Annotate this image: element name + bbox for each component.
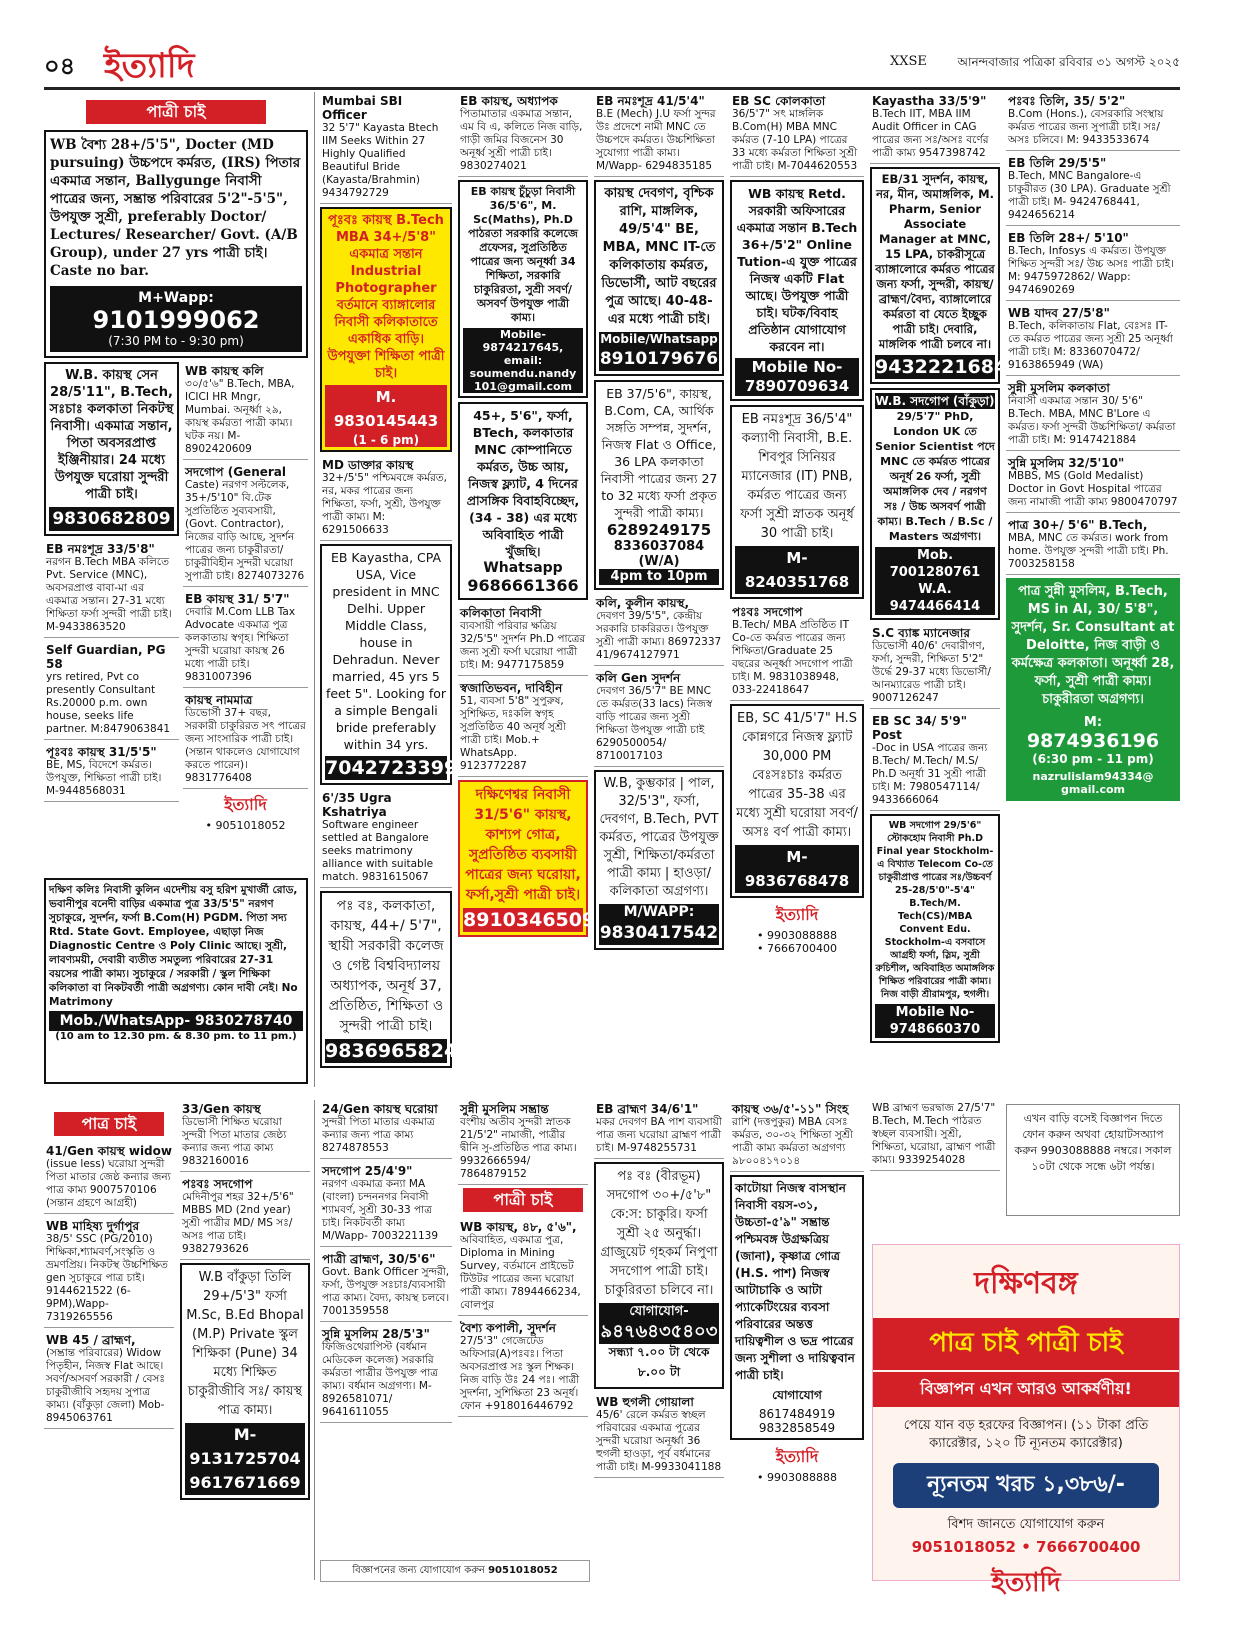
ad-chinsurah bbox=[458, 180, 588, 398]
col-5 bbox=[594, 92, 724, 1087]
header-rule bbox=[44, 87, 1180, 90]
ad-label: Whatsapp bbox=[483, 560, 563, 576]
ad-phone: 8910179676 bbox=[599, 349, 719, 369]
ad-c5-3 bbox=[594, 669, 724, 767]
ad-text: W.B বাঁকুড়া তিলি 29+/5'3" ফর্সা M.Sc, B.Ed Bhopal (M.P) Private স্কুল শিক্ষিকা (Pune) 34 মধ্যে শিক্ষিত চাকুরীজীবি সঃ/ কায়স্থ পাত্র কাম্য। bbox=[186, 1270, 304, 1418]
col-6 bbox=[730, 92, 864, 1087]
ad-title: WB মাহিষ্য দুর্গাপুর bbox=[46, 1219, 140, 1233]
ad-c6-2 bbox=[730, 603, 864, 701]
ad-home-booking bbox=[1006, 1104, 1180, 1216]
ad-title: WB যাদব 27/5'8" bbox=[1008, 306, 1110, 320]
ad-phone: 7042723399 bbox=[325, 757, 458, 779]
itadi-phone: • 9051018052 bbox=[205, 819, 286, 832]
ad-title: Mumbai SBI Officer bbox=[322, 94, 403, 122]
ad-text: B.Tech, কলিকাতায় Flat, বেঃসঃ IT-তে কর্মরত পাত্রের জন্য সুশ্রী 25 অনূর্ধ্বা পাত্রী চাই। M: 8336070472/ 9163865949 (WA) bbox=[1008, 320, 1173, 371]
ad-phone: Mobile No-9748660370 bbox=[875, 1004, 995, 1038]
ad-text: B.Com (Hons.), বেসরকারি সংস্থায় কর্মরত পাত্রের জন্য সুপাত্রী চাই। সঃ/ অসঃ চলিবে। M: 9433533674 bbox=[1008, 108, 1164, 146]
itadi-phone: • 9903088888 bbox=[757, 1471, 837, 1484]
ad-text: এখন বাড়ি বসেই বিজ্ঞাপন দিতে ফোন করুন অথবা হোয়াটসঅ্যাপ করুন 9903088888 নম্বরে। সকাল ১০টা থেকে সন্ধে ৬টা পর্যন্ত। bbox=[1014, 1112, 1172, 1173]
ad-cpa-usa bbox=[320, 544, 458, 785]
ad-1 bbox=[44, 540, 179, 638]
ad-c4-1 bbox=[458, 92, 588, 177]
ad-b2-2 bbox=[180, 1175, 310, 1260]
col-b3 bbox=[320, 1100, 452, 1582]
itadi-logo: ইত্যাদি bbox=[991, 1568, 1061, 1598]
itadi-contact-logo: ইত্যাদি bbox=[775, 1447, 819, 1466]
ad-phone: 9830682809 bbox=[49, 507, 174, 531]
ad-title: সুন্নী মুসলিম সম্ভ্রান্ত bbox=[460, 1102, 549, 1116]
ad-c3-2 bbox=[320, 456, 452, 541]
ad-time: সন্ধ্যা ৭.০০ টা থেকে ৮.০০ টা bbox=[608, 1345, 710, 1379]
ad-text: yrs retired, Pvt co presently Consultant Rs.20000 p.m. own house, seeks life partner. M:8479063841 bbox=[46, 671, 171, 735]
col-b5 bbox=[594, 1100, 724, 1582]
ad-title: WB কায়স্থ কলি bbox=[185, 364, 264, 378]
ad-time: 4pm to 10pm bbox=[599, 569, 719, 585]
ad-c5-1 bbox=[594, 92, 724, 177]
ad-b3-4 bbox=[320, 1325, 452, 1423]
ad-email: nazrulislam94334@ gmail.com bbox=[1032, 770, 1154, 796]
ad-text: WB সদগোপ 29/5'6" স্টোকহোম নিবাসী Ph.D Final year Stockholm-এ বিখ্যাত Telecom Co-তে চাকুরীপ্রাপ্ত পাত্রের সঃ/উচ্চবর্ণ 25-28/5'0"-5'4" B.Tech/M. Tech(CS)/MBA Convent Edu. Stockholm-এ বসবাসে আগ্রহী ফর্সা, স্লিম, সুশ্রী রুচিশীল, অবিবাহিত অমাঙ্গলিক শিক্ষিত পরিবারের পাত্রী কাম্য। নিজ বাড়ী শ্রীরামপুর, হুগলী। bbox=[875, 820, 995, 1000]
ad-text: W.B, কুম্ভকার | পাল, 32/5'3", ফর্সা, দেবগণ, B.Tech, PVT কর্মরত, পাত্রের উপযুক্ত সুশ্রী, শিক্ষিতা/কর্মরতা পাত্রী কাম্য | হাওড়া/কলিকাতা অগ্রগণ্য। bbox=[599, 776, 719, 899]
ad-c7-3 bbox=[870, 712, 1000, 811]
ad-title: EB নমঃশূদ্র 41/5'4" bbox=[596, 94, 705, 108]
ad-phone: ৯৪৭৬৪৩৫৪০৩ bbox=[600, 1321, 718, 1342]
ad-phone: M-9836768478 bbox=[735, 845, 859, 893]
ad-text: কায়স্থ দেবগণ, বৃশ্চিক রাশি, মাঙ্গলিক, 49/5'4" BE, MBA, MNC IT-তে কলিকাতায় কর্মরত, ডিভোর্সী, আট বছরের পুত্র আছে। 40-48-এর মধ্যে পাত্রী চাই। bbox=[601, 186, 717, 327]
ad-title: S.C ব্যাঙ্ক ম্যানেজার bbox=[872, 626, 970, 640]
ad-text: পিতামাতার একমাত্র সন্তান, এম বি এ, কলিতে নিজ বাড়ি, গাড়ী জমির বিজনেস 30 অনূর্ধ্ব সুশ্রী পাত্রী চাই। 9830274021 bbox=[460, 108, 583, 172]
edition-code: XXSE bbox=[890, 54, 927, 69]
ad-b3-3 bbox=[320, 1250, 452, 1322]
ad-title: কায়স্থ নামমাত্র bbox=[185, 693, 253, 707]
ad-ca-37 bbox=[594, 380, 724, 590]
ad-text: 32+/5'5" পশ্চিমবঙ্গে কর্মরত, নর, মকর পাত্রের জন্য শিক্ষিতা, ফর্সা, সুশ্রী, উপযুক্ত পাত্রী কাম্য। M: 6291506633 bbox=[322, 472, 447, 536]
ad-birbhum bbox=[594, 1162, 724, 1389]
col-1-left bbox=[44, 362, 179, 832]
ad-stockholm bbox=[870, 814, 1000, 1043]
ad-title: EB তিলি 29/5'5" bbox=[1008, 156, 1107, 170]
ad-contact-footer bbox=[320, 1560, 590, 1582]
ad-phone-2: 9617671669 bbox=[185, 1471, 305, 1495]
ad-c2-1 bbox=[183, 362, 308, 460]
ad-label: Mobile/Whatsapp bbox=[600, 332, 718, 346]
ad-title: EB ব্রাহ্মণ 34/6'1" bbox=[596, 1102, 699, 1116]
itadi-contact-logo: ইত্যাদি bbox=[775, 905, 819, 924]
ad-text: 29/5'7" PhD, London UK তে Senior Scientist পদে MNC তে কর্মরত পাত্রের অনূর্ধ 26 ফর্সা, সুশ্রী অমাঙ্গলিক দেব / নরগণ সঃ / উচ্চ অসবর্ণ পাত্রী কাম্য। B.Tech / B.Sc / Masters অগ্রগণ্য। bbox=[875, 410, 995, 543]
ad-time: (6:30 pm - 11 pm) bbox=[1032, 752, 1154, 766]
ad-text: (সম্ভ্রান্ত পরিবারের) Widow পিতৃহীন, নিজস্ব Flat আছে। সবর্ণ/অসবর্ণ সরকারী / বেসঃ চাকুরীজীবি সহৃদয় সুপাত্র কাম্য। (বাঁকুড়া জেলা) Mob- 8945063761 bbox=[46, 1347, 165, 1424]
issue-date: আনন্দবাজার পত্রিকা রবিবার ৩১ অগস্ট ২০২৫ bbox=[957, 55, 1180, 69]
ad-title: EB SC কোলকাতা bbox=[732, 94, 826, 108]
ad-label: M+Wapp: bbox=[138, 290, 214, 306]
ad-title: কলি Gen সুদর্শন bbox=[596, 671, 681, 685]
ad-deloitte bbox=[1006, 578, 1180, 801]
ad-online-tution bbox=[730, 180, 864, 401]
ad-c2-2 bbox=[183, 463, 308, 587]
ad-c8-7 bbox=[1006, 516, 1180, 575]
ad-title: পঃবঃ তিলি, 35/ 5'2" bbox=[1008, 94, 1126, 108]
ad-title: সদগোপ 25/4'9" bbox=[322, 1164, 413, 1178]
ad-phone: 9874936196 bbox=[1026, 730, 1160, 752]
ad-b1-3 bbox=[44, 1331, 174, 1429]
ad-text: EB 37/5'6", কায়স্থ, B.Com, CA, আর্থিক সঙ্গতি সম্পন্ন, সুদর্শন, নিজস্ব Flat ও Office, 36 LPA কলকাতা নিবাসী পাত্রের জন্য 27 to 32 মধ্যে ফর্সা প্রকৃত সুন্দরী পাত্রী কাম্য। bbox=[600, 386, 718, 520]
ad-text: ৩০/৫'৬" B.Tech, MBA, ICICI HR Mngr, Mumbai. অনূর্ধ্বা ২৯, কায়স্থ কর্মরতা পাত্রী কাম্য। ঘটক নয়। M-8902420609 bbox=[185, 378, 295, 455]
ad-title: সুন্নী মুসলিম কলকাতা bbox=[1008, 381, 1110, 395]
ad-dakshineswar bbox=[458, 780, 596, 937]
ad-title: Self Guardian, PG 58 bbox=[46, 643, 166, 671]
ad-title: EB কায়স্থ, অধ্যাপক bbox=[460, 94, 558, 108]
footer-label: বিজ্ঞাপনের জন্য যোগাযোগ করুন bbox=[352, 1565, 485, 1576]
col-b7 bbox=[870, 1100, 1000, 1230]
ad-title: EB নমঃশূদ্র 33/5'8" bbox=[46, 542, 155, 556]
ad-title: WB 45 / ব্রাহ্মণ, bbox=[46, 1333, 136, 1347]
ad-b1-2 bbox=[44, 1217, 174, 1328]
ad-phone: 9432221684 bbox=[875, 356, 1008, 378]
ad-text: ডিভোর্সী 37+ বছর, সরকারী চাকুরিরত সৎ পাত্রের জন্য সাংসারিক পাত্রী চাই। (সন্তান থাকলেও যোগাযোগ করতে পারেন)। 9831776408 bbox=[185, 707, 306, 784]
ad-phone: M. 9830145443 bbox=[325, 385, 447, 433]
dakshinbanga-promo bbox=[872, 1244, 1180, 1598]
ad-text: EB নমঃশূদ্র 36/5'4" কল্যাণী নিবাসী, B.E. শিবপুর সিনিয়র ম্যানেজার (IT) PNB, কর্মরত পাত্রের জন্য ফর্সা সুশ্রী স্নাতক অনূর্ধ 30 পাত্রী চাই। bbox=[740, 412, 854, 541]
ad-phone: Mob./WhatsApp- 9830278740 bbox=[49, 1011, 303, 1031]
ad-title: W.B. সদগোপ (বাঁকুড়া) bbox=[875, 394, 995, 408]
ad-phone: 6289249175 bbox=[606, 521, 712, 539]
section-patra-chai: পাত্র চাই bbox=[54, 1112, 164, 1136]
ad-title: পাত্রী ব্রাহ্মণ, 30/5'6" bbox=[322, 1252, 436, 1266]
ad-title: পাত্র 30+/ 5'6" B.Tech, bbox=[1008, 518, 1148, 532]
ad-text: অবিবাহিত, একমাত্র পুত্র, Diploma in Mining Survey, বর্তমানে প্রাইভেট টিউটর পাত্রের জন্য ঘরোয়া পাত্রী কাম্য। 7894466234, বোলপুর bbox=[460, 1234, 581, 1311]
promo-band: পাত্র চাই পাত্রী চাই bbox=[873, 1318, 1179, 1370]
ad-text: MBBS, MS (Gold Medalist) Doctor in Govt Hospital পাত্রের জন্য নামাজী পাত্রী কাম্য 9800470797 bbox=[1008, 470, 1178, 508]
ad-c8-2 bbox=[1006, 154, 1180, 226]
ad-text: পাত্র সুন্নী মুসলিম, B.Tech, MS in AI, 30/ 5'8", সুদর্শন, Sr. Consultant at Deloitte, নিজ বাড়ী ও কর্মক্ষেত্র কলকাতা। অনূর্ধ্বা 28, ফর্সা, সুশ্রী পাত্রী কাম্য। চাকুরীরতা অগ্রগণ্য। bbox=[1011, 584, 1175, 707]
ad-label: M/WAPP: bbox=[599, 904, 719, 921]
page-header bbox=[44, 42, 1180, 92]
ad-b7-1 bbox=[870, 1100, 1000, 1171]
ad-text: BE, MS, বিদেশে কর্মরত। উপযুক্ত, শিক্ষিতা পাত্রী চাই। M-9448568031 bbox=[46, 759, 162, 797]
ad-konnagar bbox=[730, 704, 864, 898]
ad-text: WB ব্রাহ্মণ ভরদ্বাজ 27/5'7" B.Tech, M.Tech পাঠরত স্বচ্ছল ব্যবসায়ী। সুশ্রী, শিক্ষিতা, ঘরোয়া, ব্রাহ্মণ পাত্রী কাম্য। 9339254028 bbox=[872, 1102, 996, 1166]
ad-kayastha-49 bbox=[594, 180, 724, 376]
ad-phone: 8617484919 bbox=[758, 1407, 836, 1421]
itadi-logo: ইত্যাদি bbox=[104, 46, 195, 86]
ad-text: দেবগণ 36/5'7" BE MNC তে কর্মরত(33 lacs) নিজস্ব বাড়ি পাত্রের জন্য সুশ্রী শিক্ষিতা উপযুক্ত পাত্রী চাই 6290500054/ 8710017103 bbox=[596, 685, 713, 762]
ad-text: EB কায়স্থ চুঁচুড়া নিবাসী 36/5'6", M. Sc(Maths), Ph.D পাঠরতা সরকারি কলেজে প্রফেসর, সুপ্রতিষ্ঠিত পাত্রের জন্য অনূর্ধ্বা 34 শিক্ষিতা, সরকারি চাকুরিরতা, সুশ্রী সবর্ণ/অসবর্ণ উপযুক্ত পাত্রী কাম্য। bbox=[468, 185, 578, 324]
ad-3 bbox=[44, 743, 179, 802]
itadi-contact-logo: ইত্যাদি bbox=[224, 795, 267, 814]
ad-c2-3 bbox=[183, 590, 308, 688]
ad-phone: Mobile-9874217645, email: soumendu.nandy 101@gmail.com bbox=[463, 328, 583, 393]
ad-title: কলি, কুলীন কায়স্থ, bbox=[596, 596, 690, 610]
ad-b4-2 bbox=[458, 1218, 588, 1316]
col-2 bbox=[183, 362, 308, 832]
ad-c4-2 bbox=[458, 604, 588, 676]
col-7 bbox=[870, 92, 1008, 1087]
ad-text: পূঃবঃ কায়স্থ B.Tech MBA 34+/5'8" একমাত্র সন্তান Industrial Photographer বর্তমানে ব্যাঙ্গালোর নিবাসী কলিকাতাতে একাধিক বাড়ি। উপযুক্তা শিক্ষিতা পাত্রী চাই। bbox=[327, 213, 445, 381]
ad-kulin bbox=[44, 878, 308, 1088]
ad-text: WB কায়স্থ Retd. সরকারী অফিসারের একমাত্র সন্তান B.Tech 36+/5'2" Online Tution-এ যুক্ত পাত্রের নিজস্ব একটি Flat আছে। উপযুক্ত পাত্রী চাই। ঘটক/বিবাহ প্রতিষ্ঠান যোগাযোগ করবেন না। bbox=[736, 186, 858, 354]
ad-c8-5 bbox=[1006, 379, 1180, 451]
itadi-phone-2: • 7666700400 bbox=[757, 942, 837, 955]
column-divider bbox=[314, 1100, 315, 1580]
ad-kumbhakar bbox=[594, 770, 724, 950]
ad-2 bbox=[44, 641, 179, 740]
ad-text: Govt. Bank Officer সুন্দরী, ফর্সা, উপযুক্ত সঃচাঃ/ব্যবসায়ী পাত্র কাম্য। বৈদ্য, কায়স্থ চলবে। 7001359558 bbox=[322, 1266, 450, 1317]
ad-title: বৈশ্য কপালী, সুদর্শন bbox=[460, 1321, 556, 1335]
ad-title: 24/Gen কায়স্থ ঘরোয়া bbox=[322, 1102, 438, 1116]
page-number: ০৪ bbox=[44, 52, 76, 80]
itadi-phone-1: • 9903088888 bbox=[757, 929, 837, 942]
ad-text: সুন্দরী পিতা মাতার একমাত্র কন্যার জন্য পাত্র কাম্য 8274878553 bbox=[322, 1116, 435, 1154]
section-patri-chai: পাত্রী চাই bbox=[86, 100, 266, 124]
ad-title: 33/Gen কায়স্থ bbox=[182, 1102, 261, 1116]
ad-b5-1 bbox=[594, 1100, 724, 1159]
column-divider bbox=[314, 92, 315, 1087]
ad-b2-1 bbox=[180, 1100, 310, 1172]
ad-phone: 8910346509 bbox=[463, 909, 596, 931]
ad-time: (1 - 6 pm) bbox=[325, 433, 447, 447]
ad-title: সুন্নি মুসলিম 28/5'3" bbox=[322, 1327, 430, 1341]
ad-sen bbox=[44, 362, 179, 536]
ad-c8-4 bbox=[1006, 304, 1180, 376]
ad-title: 6'/35 Ugra Kshatriya bbox=[322, 791, 392, 819]
ad-c2-4 bbox=[183, 691, 308, 789]
ad-text: (issue less) ঘরোয়া সুন্দরী পিতা মাতার জেষ্ঠ কন্যার জন্য পাত্র কাম্য 9007570106 (সন্তান গ্রহণে আগ্রহী) bbox=[46, 1158, 171, 1209]
ad-text: B.E (Mech) J.U ফর্সা সুন্দর উঃ প্রদেশে নামী MNC তে উচ্চপদে কর্মরত। উচ্চশিক্ষিতা সুযোগ্যা পাত্রী কাম্য। M/Wapp- 6294835185 bbox=[596, 108, 716, 172]
ad-b1-1 bbox=[44, 1142, 174, 1214]
ad-phone: M- 9131725704 bbox=[185, 1423, 305, 1471]
ad-katwa bbox=[730, 1175, 864, 1440]
ad-title: পঃবঃ সদগোপ bbox=[182, 1177, 253, 1191]
ad-text: WB বৈশ্য 28+/5'5", Docter (MD pursuing) উচ্চপদে কর্মরত, (IRS) পিতার একমাত্র সন্তান, Ballygunge নিবাসী পাত্রের জন্য, সম্ভ্রান্ত পরিবারের 5'2"-5'5", উপযুক্ত সুশ্রী, preferably Doctor/ Lectures/ Researcher/ Govt. (A/B Group), under 27 yrs পাত্রী চাই। Caste no bar. bbox=[50, 137, 301, 279]
col-b2 bbox=[180, 1100, 310, 1582]
ad-bankura-tili bbox=[180, 1263, 310, 1500]
ad-text: 27/5'3" গেজেটেড অফিসার(A)পঃবঃ। পিতা অবসরপ্রাপ্ত সঃ স্কুল শিক্ষক। নিজ বাড়ি উঃ 24 পঃ। পাত্রী সুদর্শনা, সুশিক্ষিতা 23 অনূর্ধ।ফোন +918016446792 bbox=[460, 1335, 580, 1412]
ad-c3-1 bbox=[320, 92, 452, 204]
ad-phone: M- 8240351768 bbox=[735, 546, 859, 594]
ad-text: MBA, MNC তে কর্মরত। work from home. উপযুক্ত সুন্দরী পাত্রী চাই। Ph. 7003258158 bbox=[1008, 532, 1169, 570]
ad-text: EB Kayastha, CPA USA, Vice president in MNC Delhi. Upper Middle Class, house in Dehradun. Never married, 45 yrs 5 feet 5". Looking for a simple Bengali bride preferably within 34 yrs. bbox=[325, 550, 447, 752]
ad-text: 38/5' SSC (PG/2010) শিক্ষিকা,শ্যামবর্ণ,সংস্কৃতি ও ভ্রমণপ্রিয়। নিকটস্থ উচ্চশিক্ষিত gen সুচাকুরে পাত্র চাই। 9144621522 (6-9PM),Wapp-7319265556 bbox=[46, 1233, 168, 1323]
ad-text: -Doc in USA পাত্রের জন্য B.Tech/ M.Tech/ M.S/ Ph.D অনূর্ধা 31 সুশ্রী পাত্রী চাই। M: 7980547114/ 9433666064 bbox=[872, 742, 988, 806]
ad-b3-1 bbox=[320, 1100, 452, 1159]
ad-b4-3 bbox=[458, 1319, 588, 1417]
ad-pharm bbox=[870, 167, 1008, 384]
ad-title: স্বজাতিভবন, দাবিহীন bbox=[460, 681, 563, 695]
promo-min-cost: ন্যূনতম খরচ ১,৩৮৬/- bbox=[893, 1463, 1159, 1508]
ad-text: 45/6' রেলে কর্মরত স্বচ্ছল পরিবারের একমাত্র পুত্রের সুন্দরী ঘরোয়া অনূর্ধ্বা 36 হুগলী হাওড়া, পূর্ব বর্ধমানের পাত্রী চাই। M-9933041188 bbox=[596, 1409, 722, 1473]
ad-title: EB কায়স্থ 31/ 5'7" bbox=[185, 592, 290, 606]
col-b1 bbox=[44, 1112, 174, 1582]
ad-label: যোগাযোগ- bbox=[599, 1303, 719, 1320]
ad-text: দক্ষিণেশ্বর নিবাসী 31/5'6" কায়স্থ, কাশ্যপ গোত্র, সুপ্রতিষ্ঠিত ব্যবসায়ী পাত্রের জন্য ঘরোয়া, ফর্সা,সুশ্রী পাত্রী চাই। bbox=[465, 787, 581, 903]
ad-c6-1 bbox=[730, 92, 864, 177]
ad-text: Software engineer settled at Bangalore seeks matrimony alliance with suitable match. 9831615067 bbox=[322, 819, 434, 883]
ad-title: পঃবঃ সদগোপ bbox=[732, 605, 803, 619]
col-b6 bbox=[730, 1100, 864, 1582]
section-patri-chai-2: পাত্রী চাই bbox=[463, 1188, 583, 1212]
ad-title: Kayastha 33/5'9" bbox=[872, 94, 987, 108]
ad-text: পঃ বঃ, কলকাতা, কায়স্থ, 44+/ 5'7", স্থায়ী সরকারী কলেজ ও গেষ্ট বিশ্ববিদ্যালয় অধ্যাপক, অনূর্ধ 37, প্রতিষ্ঠিত, শিক্ষিতা ও সুন্দরী পাত্রী চাই। bbox=[328, 898, 444, 1034]
ad-title: WB কায়স্থ, ৪৮, ৫'৬", bbox=[460, 1220, 577, 1234]
ad-time: (7:30 PM to - 9:30 pm) bbox=[108, 334, 244, 348]
ad-phone: Mobile No-7890709634 bbox=[735, 358, 859, 396]
ad-title: কায়স্থ ৩৬/৫'-১১" সিংহ bbox=[732, 1102, 849, 1116]
ad-c7-2 bbox=[870, 624, 1000, 709]
ad-text: বংশীয় অতীব সুন্দরী স্নাতক 21/5'2" নামাজী, পাত্রীর দ্বীনি সু-প্রতিষ্ঠিত পাত্র কাম্য। 9932666594/ 7864879152 bbox=[460, 1116, 577, 1180]
ad-b5-2 bbox=[594, 1393, 724, 1478]
ad-text: 51, ব্যবসা 5'8" সুপুরুষ, সুশিক্ষিত, দঃকলি স্বগৃহ সুপ্রতিষ্ঠিত 40 অনূর্ধ সুশ্রী পাত্রী চাই। Mob.+ WhatsApp. 9123772287 bbox=[460, 695, 566, 772]
ad-title: সদগোপ (General bbox=[185, 465, 287, 479]
ad-text: পঃ বঃ (বীরভূম) সদগোপ ৩০+/৫'৮" কে:স: চাকুরি। ফর্সা সুশ্রী ২৫ অনুর্দ্ধা। গ্রাজুয়েট গৃহকর্ম নিপুণা সদগোপ পাত্রী চাই। চাকুরিরতা চলিবে না। bbox=[600, 1169, 718, 1298]
ad-title: EB SC 34/ 5'9" Post bbox=[872, 714, 968, 742]
ad-b4-1 bbox=[458, 1100, 588, 1185]
ad-text: রাশি (দত্তপুকুর) MBA বেসঃ কর্মরত, ৩০-৩২ শিক্ষিতা সুশ্রী পাত্রী কাম্য কর্মরতা অগ্রগণ্য ৯৮০০৪১৭০১৪ bbox=[732, 1116, 853, 1167]
ad-b3-2 bbox=[320, 1162, 452, 1247]
ad-time: (10 am to 12.30 pm. & 8.30 pm. to 11 pm.) bbox=[55, 1031, 297, 1042]
col-4 bbox=[458, 92, 596, 1087]
ad-docter bbox=[44, 130, 308, 358]
ad-text: ফিজিওথেরাপিস্ট (বর্ধমান মেডিকেল কলেজ) সরকারি কর্মরতা পাত্রীর উপযুক্ত পাত্র কাম্য। বর্ধমান অগ্রগণ্য। M-8926581071/ 9641611055 bbox=[322, 1341, 438, 1418]
ad-phone-2: 8336037084 (W/A) bbox=[613, 539, 705, 569]
ad-text: ডিভোর্সী 40/6' দেবারীগণ, ফর্সা, সুন্দরী, শিক্ষিতা 5'2" উর্দ্ধে 29-37 মধ্যে ডিভোর্সী/ আনম্যারেড পাত্রী চাই। 9007126247 bbox=[872, 640, 991, 704]
ad-btech-45 bbox=[458, 402, 588, 600]
ad-text: W.B. কায়স্থ সেন 28/5'11", B.Tech, সঃচাঃ কলকাতা নিকটস্থ নিবাসী। একমাত্র সন্তান, পিতা অবসরপ্রাপ্ত ইঞ্জিনীয়ার। 24 মধ্যে উপযুক্ত ঘরোয়া সুন্দরী পাত্রী চাই। bbox=[49, 368, 174, 502]
ad-professor bbox=[320, 891, 458, 1068]
ad-title: WB হুগলী গোয়ালা bbox=[596, 1395, 694, 1409]
promo-contact-label: বিশদ জানতে যোগাযোগ করুন bbox=[947, 1517, 1105, 1532]
ad-phone: 9101999062 bbox=[92, 306, 260, 334]
promo-subtitle: বিজ্ঞাপন এখন আরও আকর্ষণীয়! bbox=[873, 1372, 1179, 1407]
footer-phone: 9051018052 bbox=[488, 1565, 558, 1576]
ad-text: 36/5'7" সৎ মাঙ্গলিক B.Com(H) MBA MNC কর্মরত (7-10 LPA) পাত্রের 33 মধ্যে কর্মরতা শিক্ষিতা সুশ্রী পাত্রী চাই। M-7044620553 bbox=[732, 108, 858, 172]
ad-b6-1 bbox=[730, 1100, 864, 1172]
ad-text: Caste) নরগণ সল্টলেক, 35+/5'10" বি.টেক সুপ্রতিষ্ঠিত সুব্যবসায়ী, (Govt. Contractor), নিজের বাড়ি আছে, সুদর্শন পাত্রের জন্য চাকুরীরতা/ চাকুরীবিহীন সুন্দরী ঘরোয়া সুপাত্রী চাই। 8274073276 bbox=[185, 479, 305, 582]
promo-text: পেয়ে যান বড় হরফের বিজ্ঞাপন। (১১ টাকা প্রতি ক্যারেক্টার, ১২০ টি ন্যূনতম ক্যারেক্টার) bbox=[903, 1418, 1149, 1451]
ad-london bbox=[870, 388, 1000, 620]
ad-c8-6 bbox=[1006, 454, 1180, 513]
ad-text: দেবারি M.Com LLB Tax Advocate একমাত্র পুত্র কলকাতায় স্বগৃহ। শিক্ষিতা সুন্দরী ঘরোয়া কায়স্থ 26 মধ্যে পাত্রী চাই। 9831007396 bbox=[185, 606, 296, 683]
col-8 bbox=[1006, 92, 1180, 1087]
ad-phone: 9830417542 bbox=[599, 923, 719, 943]
ad-kalyani bbox=[730, 405, 864, 599]
ad-text: B.Tech IIT, MBA IIM Audit Officer in CAG পাত্রের জন্য সঃ/অসঃ বর্ণের পাত্রী কাম্য 9547398742 bbox=[872, 108, 989, 159]
ad-text: নরগণ একমাত্র কন্যা MA (বাংলা) চন্দননগর নিবাসী শ্যামবর্ণ, সুশ্রী 30-33 পাত্র চাই। নিকটবর্তী কাম্য M/Wapp- 7003221139 bbox=[322, 1178, 439, 1242]
ad-text: মেদিনীপুর শহর 32+/5'6" MBBS MD (2nd year) সুশ্রী পাত্রীর MD/ MS সঃ/অসঃ পাত্র চাই। 9382793626 bbox=[182, 1191, 294, 1255]
col-b4 bbox=[458, 1100, 588, 1555]
ad-c3-3 bbox=[320, 789, 452, 888]
ad-phone: 9686661366 bbox=[467, 576, 579, 595]
ad-label: যোগাযোগ bbox=[772, 1388, 822, 1402]
ad-c7-1 bbox=[870, 92, 1000, 164]
ad-phone-block bbox=[50, 286, 302, 352]
ad-c8-3 bbox=[1006, 229, 1180, 301]
ad-title: কলিকাতা নিবাসী bbox=[460, 606, 542, 620]
ad-industrial-photographer bbox=[320, 207, 452, 452]
ad-c4-3 bbox=[458, 679, 588, 777]
promo-title: দক্ষিণবঙ্গ bbox=[974, 1266, 1078, 1301]
ad-phone-2: 9832858549 bbox=[758, 1421, 836, 1435]
ad-title: MD ডাক্তার কায়স্থ bbox=[322, 458, 414, 472]
ad-text: 32 5'7" Kayasta Btech IIM Seeks Within 27 Highly Qualified Beautiful Bride (Kayasta/Brahmin) 9434792729 bbox=[322, 122, 439, 199]
ad-phone: 9836965824 bbox=[325, 1040, 458, 1062]
ad-text: EB/31 সুদর্শন, কায়স্থ, নর, মীন, অমাঙ্গলিক, M. Pharm, Senior Associate Manager at MNC, 15 LPA, চাকরীসূত্রে ব্যাঙ্গালোরে কর্মরত পাত্রের জন্য ফর্সা, সুন্দরী, কায়স্থ/ ব্রাহ্মণ/বৈদ্য, ব্যাঙ্গালোরে কর্মরতা বা যেতে ইচ্ছুক পাত্রী চাই। দেবারি, মাঙ্গলিক পাত্রী চলবে না। bbox=[875, 172, 995, 351]
ad-label: M: bbox=[1083, 715, 1103, 730]
col-3 bbox=[320, 92, 458, 1087]
ad-text: B.Tech/ MBA প্রতিষ্ঠিত IT Co-তে কর্মরত পাত্রের জন্য শিক্ষিতা/Graduate 25 বছরের অনূর্ধ্বা সদগোপ পাত্রী চাই। M. 9831038948, 033-22418647 bbox=[732, 619, 853, 696]
ad-text: ব্যবসায়ী পরিবার ক্ষত্রিয় 32/5'5" সুদর্শন Ph.D পাত্রের জন্য সুশ্রী ফর্সা ঘরোয়া পাত্রী চাই। M: 9477175859 bbox=[460, 620, 586, 671]
ad-text: মকর দেবগণ BA পাশ ব্যবসায়ী পাত্র জন্য ঘরোয়া ব্রাহ্মণ পাত্রী চাই। M-9748255731 bbox=[596, 1116, 722, 1154]
promo-phone: 9051018052 • 7666700400 bbox=[911, 1538, 1141, 1556]
ad-text: কাটোয়া নিজস্ব বাসস্থান নিবাসী বয়স-৩১, উচ্চতা-৫'৯" সম্ভ্রান্ত পশ্চিমবঙ্গ উগ্রক্ষত্রিয় (জানা), কৃষ্ণাত্র গোত্র (H.S. পাশ) নিজস্ব আটাচাকি ও আটা প্যাকেটিংয়ের ব্যবসা পরিবারের অন্তত্ত দায়িত্বশীল ও ভদ্র পাত্রের জন্য সুশীলা ও দায়িত্ববান পাত্রী চাই। bbox=[735, 1181, 855, 1382]
ad-title: সুন্নি মুসলিম 32/5'10" bbox=[1008, 456, 1125, 470]
ad-title: পূঃবঃ কায়স্থ 31/5'5" bbox=[46, 745, 157, 759]
ad-text: ডিভোর্সী শিক্ষিত ঘরোয়া সুন্দরী পিতা মাতার জেষ্ঠ্য কন্যার জন্য পাত্র কাম্য 9832160016 bbox=[182, 1116, 287, 1167]
ad-title: 41/Gen কায়স্থ widow bbox=[46, 1144, 172, 1158]
ad-text: EB, SC 41/5'7" H.S কোন্নগরে নিজস্ব ফ্ল্যাট 30,000 PM বেঃসঃচাঃ কর্মরত পাত্রের 35-38 এর মধ্যে সুশ্রী ঘরোয়া সবর্ণ/ অসঃ বর্ণ পাত্রী কাম্য। bbox=[736, 711, 858, 840]
ad-phone-2: W.A. 9474466414 bbox=[875, 581, 995, 615]
ad-title: EB তিলি 28+/ 5'10" bbox=[1008, 231, 1129, 245]
ad-phone: Mob. 7001280761 bbox=[875, 547, 995, 581]
ad-text: B.Tech, Infosys এ কর্মরত। উপযুক্ত শিক্ষিত সুন্দরী সঃ/ উচ্চ অসঃ পাত্রী চাই। M: 9475972862/ Wapp: 9474690269 bbox=[1008, 245, 1174, 296]
ad-c5-2 bbox=[594, 594, 724, 666]
ad-text: দক্ষিণ কলিঃ নিবাসী কুলিন এদেশীয় বসু হরিশ মুখার্জী রোড, ভবানীপুর বনেদী বাড়ির একমাত্র পুত্র 33/5'5" নরগণ সুচাকুরে, সুদর্শন, ফর্সা B.Com(H) PGDM. পিতা সদ্য Rtd. State Govt. Employee, এছাড়া নিজ Diagnostic Centre ও Poly Clinic আছে। সুশ্রী, লাবণ্যময়ী, দেবারী ব্যতীত সমতুল্য পরিবারের 27-31 বয়সের পাত্রী কাম্য। সুচাকুরে / সরকারী / স্কুল শিক্ষিকা কলিকাতা বা নিকটবর্তী পাত্রী অগ্রগণ্য। কোন দাবী নেই। No Matrimony bbox=[49, 884, 298, 1008]
ad-c8-1 bbox=[1006, 92, 1180, 151]
ad-text: নিবাসী একমাত্র সন্তান 30/ 5'6" B.Tech. MBA, MNC B'Lore এ কর্মরত। ফর্সা সুন্দরী উচ্চশিক্ষিতা/ কর্মরতা পাত্রী চাই। M: 9147421884 bbox=[1008, 395, 1176, 446]
ad-text: নরগন B.Tech MBA কলিতে Pvt. Service (MNC), অবসরপ্রাপ্ত বাবা-মা এর একমাত্র সন্তান। 27-31 মধ্যে শিক্ষিতা ফর্সা সুন্দরী পাত্রী চাই। M-9433863520 bbox=[46, 556, 172, 633]
ad-text: দেবগণ 39/5'5", কেন্দ্রীয় সরকারি চাকরিরত। উপযুক্ত সুশ্রী পাত্রী কাম্য। 86972337 41/9674127971 bbox=[596, 610, 722, 661]
ad-text: B.Tech, MNC Bangalore-এ চাকুরীরত (30 LPA). Graduate সুশ্রী পাত্রী চাই। M- 9424768441, 9424656214 bbox=[1008, 170, 1171, 221]
ad-text: 45+, 5'6", ফর্সা, BTech, কলকাতার MNC কোম্পানিতে কর্মরত, উচ্চ আয়, নিজস্ব ফ্ল্যাট, 4 দিনের প্রাসঙ্গিক বিবাহবিচ্ছেদ, (34 - 38) এর মধ্যে অবিবাহিত পাত্রী খুঁজছি। bbox=[466, 408, 580, 559]
